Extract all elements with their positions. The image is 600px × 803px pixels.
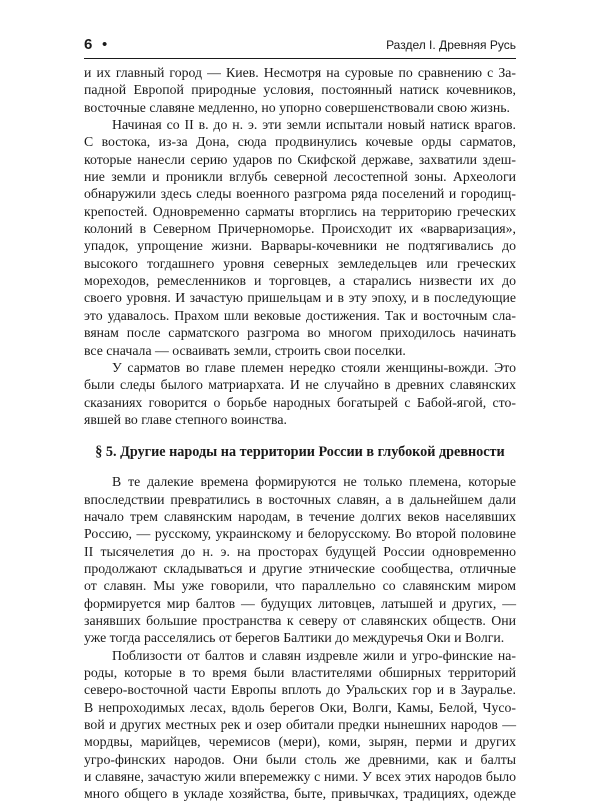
paragraph xyxy=(84,359,516,428)
text-line: впоследствии превратились в восточных славян, а в дальнейшем дали xyxy=(84,491,516,507)
text-line: В непроходимых лесах, вдоль берегов Оки, Волги, Камы, Белой, Чусо- xyxy=(84,699,516,715)
text-line: восточные славяне медленно, но упорно совершенствовали свою жизнь. xyxy=(84,99,510,115)
text-line: вянам после сарматского разгрома во многом приходилось начинать xyxy=(84,325,516,341)
text-line: мордвы, марийцев, черемисов (мери), коми, зырян, перми и других xyxy=(84,734,516,750)
text-line: от славян. Мы уже говорили, что параллельно со славянским миром xyxy=(84,578,516,594)
text-line: II тысячелетия до н. э. на просторах будущей России одновременно xyxy=(84,543,516,559)
running-title: Раздел I. Древняя Русь xyxy=(386,38,516,52)
text-line: и их главный город — Киев. Несмотря на суровые по сравнению с За- xyxy=(84,65,516,80)
text-line: северо-восточной части Европы вплоть до Уральских гор и в Зауралье. xyxy=(84,682,516,698)
text-line: Россию, — русскому, украинскому и белорусскому. Во второй половине xyxy=(84,526,516,542)
text-line: высокого тогдашнего уровня северных земледельцев или греческих xyxy=(84,255,516,271)
paragraph xyxy=(84,64,516,116)
text-line: Поблизости от балтов и славян издревле жили и угро-финские на- xyxy=(112,647,516,663)
text-line: В те далекие времена формируются не только племена, которые xyxy=(112,474,516,490)
text-line: были следы былого матриархата. И не случайно в древних славянских xyxy=(84,377,516,393)
text-line: формируется мир балтов — будущих литовцев, латышей и других, — xyxy=(84,595,516,611)
header-bullet: • xyxy=(102,36,108,53)
text-line: и славяне, зачастую жили вперемежку с ними. У всех этих народов было xyxy=(84,769,516,785)
text-line: занявших большие пространства к северу от славянских обществ. Они xyxy=(84,612,516,628)
text-line: уже тогда расселялись от берегов Балтики до междуречья Оки и Волги. xyxy=(84,630,505,646)
text-line: крепостей. Одновременно сарматы вторглись на территорию греческих xyxy=(84,203,516,219)
text-line: обнаружили здесь следы военного разгрома ряда поселений и городищ- xyxy=(84,186,516,202)
text-line: это удавалось. Прахом шли вековые достижения. Так и восточным сла- xyxy=(84,307,516,323)
paragraph xyxy=(84,116,516,359)
text-line: своего уровня. И зачастую пришельцам и в эту эпоху, и в последующие xyxy=(84,290,516,306)
text-line: мореходов, ремесленников и торговцев, а старались низвести их до xyxy=(84,273,516,289)
text-line: явшей во главе степного воинства. xyxy=(84,411,287,427)
section-heading: § 5. Другие народы на территории России в глубокой древности xyxy=(95,444,505,461)
text-line: С востока, из-за Дона, сюда продвинулись кочевые орды сарматов, xyxy=(84,134,516,150)
paragraph xyxy=(84,473,516,646)
page-header xyxy=(84,36,516,59)
text-line: Начиная со II в. до н. э. эти земли испытали новый натиск врагов. xyxy=(112,117,516,133)
text-line: падной Европой природные условия, постоянный натиск кочевников, xyxy=(84,82,516,98)
text-line: продолжают складываться и другие этнические сообщества, отличные xyxy=(84,560,516,576)
text-line: ние земли и проникли вглубь северной лесостепной зоны. Археологи xyxy=(84,169,516,185)
text-line: много общего в укладе хозяйства, быте, привычках, традициях, одежде xyxy=(84,786,516,802)
text-line: сказаниях говорится о борьбе народных богатырей с Бабой-ягой, сто- xyxy=(84,394,516,410)
page-number: 6 xyxy=(84,36,93,53)
text-line: которые нанесли серию ударов по Скифской державе, захватили здеш- xyxy=(84,151,516,167)
text-line: У сарматов во главе племен нередко стояли женщины-вожди. Это xyxy=(112,359,516,375)
text-line: упадок, упрощение жизни. Варвары-кочевники не подтягивались до xyxy=(84,238,516,254)
text-line: вой и других местных рек и озер обитали предки нынешних народов — xyxy=(84,717,516,733)
text-line: роды, которые в то время были властителями обширных территорий xyxy=(84,665,516,680)
text-line: все сначала — осваивать земли, строить свои поселки. xyxy=(84,342,406,358)
text-line: начало трем славянским народам, в течение долгих веков населявших xyxy=(84,508,516,524)
text-line: угро-финских народов. Они были столь же древними, как и балты xyxy=(84,751,516,767)
text-line: колоний в Северном Причерноморье. Происходит их «варваризация», xyxy=(84,221,516,237)
paragraph xyxy=(84,647,516,803)
page-body xyxy=(84,64,516,803)
